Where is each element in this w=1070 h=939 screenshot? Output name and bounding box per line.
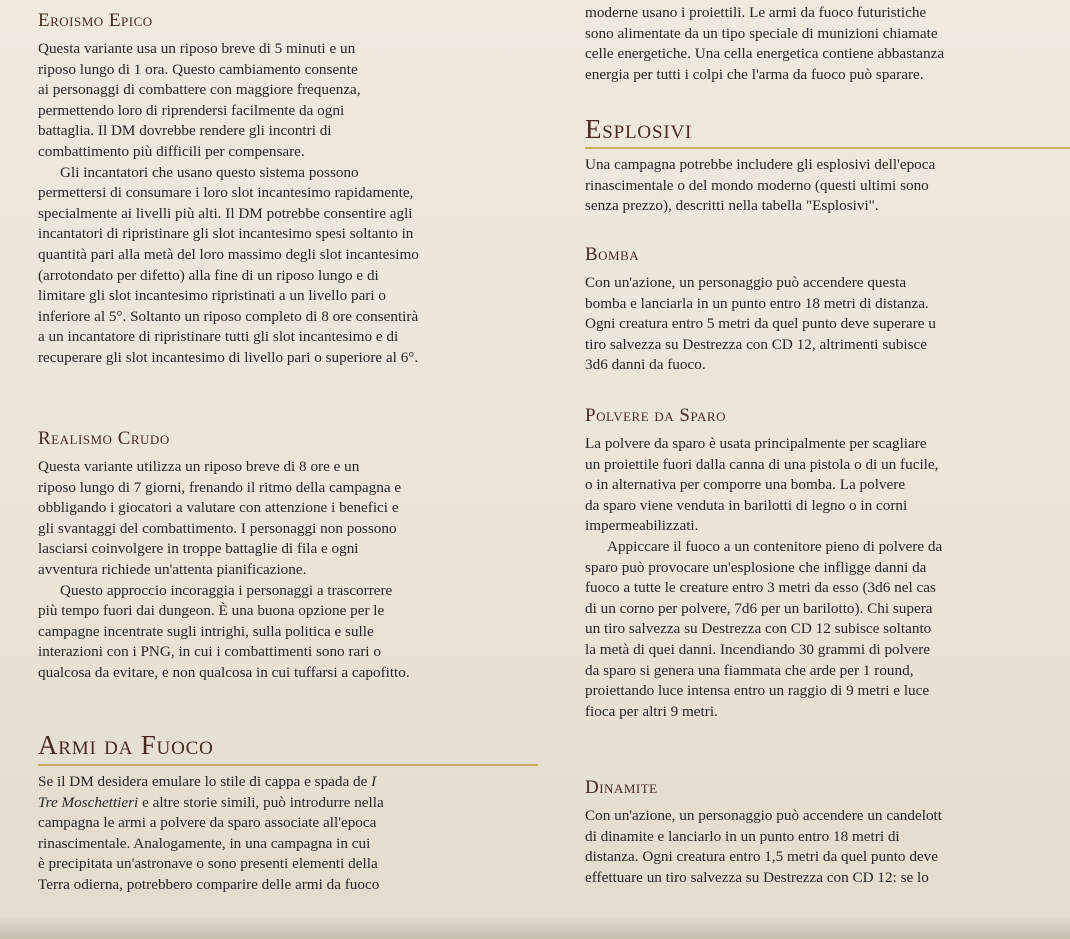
text-line: sono alimentate da un tipo speciale di munizioni chiamate [585,24,938,42]
text-line: Una campagna potrebbe includere gli esplosivi dell'epoca [585,156,936,173]
text-line: a un incantatore di ripristinare tutti gli slot incantesimo e di [38,328,399,346]
text-line: da sparo viene venduta in barilotti di legno o in corni [585,496,908,514]
text-line: riposo lungo di 1 ora. Questo cambiamento consente [38,60,358,78]
text-line: gli svantaggi del combattimento. I personaggi non possono [38,519,397,537]
heading-eroismo-epico: Eroismo Epico [38,10,153,31]
text-line: Questa variante utilizza un riposo breve di 8 ore e un [38,458,360,475]
text-line: Con un'azione, un personaggio può accendere questa [585,274,907,291]
text-line: è precipitata un'astronave o sono presenti elementi della [38,855,378,873]
text-line: energia per tutti i colpi che l'arma da fuoco può sparare. [585,65,924,83]
text-line: di dinamite e lanciarlo in un punto entro 18 metri di [585,827,900,845]
page-bottom-shadow [0,917,1070,939]
text-line: tiro salvezza su Destrezza con CD 12, altrimenti subisce [585,335,928,353]
heading-armi-da-fuoco: Armi da Fuoco [38,730,214,760]
paragraph-realismo-crudo [38,457,410,684]
text-fragment: Se il DM desidera emulare lo stile di cappa e spada de [38,773,372,790]
paragraph-bomba [585,273,936,376]
text-line: bomba e lanciarla in un punto entro 18 metri di distanza. [585,294,929,312]
heading-dinamite: Dinamite [585,777,658,798]
heading-polvere-da-sparo: Polvere da Sparo [585,405,726,426]
heading-underline [38,764,538,766]
text-line: quantità pari alla metà del loro massimo degli slot incantesimo [38,245,419,263]
text-line [38,772,384,793]
text-line: rinascimentale o del mondo moderno (questi ultimi sono [585,176,929,194]
text-line: combattimento più difficili per compensare. [38,142,305,160]
text-line: incantatori di ripristinare gli slot incantesimo spesi soltanto in [38,225,414,243]
text-line: permettendo loro di riprendersi facilmente da ogni [38,101,345,119]
text-line: un proiettile fuori dalla canna di una pistola o di un fucile, [585,455,939,473]
text-line: un tiro salvezza su Destrezza con CD 12 subisce soltanto [585,620,932,638]
text-line: Appiccare il fuoco a un contenitore pieno di polvere da [607,537,943,555]
text-line: Questa variante usa un riposo breve di 5 minuti e un [38,40,356,57]
text-line: Ogni creatura entro 5 metri da quel punto deve superare u [585,315,936,333]
text-line: più tempo fuori dai dungeon. È una buona opzione per le [38,602,385,620]
text-line [38,793,384,814]
italic-title-fragment: I [371,773,377,790]
text-line: battaglia. Il DM dovrebbe rendere gli incontri di [38,122,332,140]
text-line: recuperare gli slot incantesimo di livello pari o superiore al 6°. [38,348,419,366]
text-line: limitare gli slot incantesimo ripristinati a un livello pari o [38,287,386,305]
text-line: da sparo si genera una fiammata che arde per 1 round, [585,661,914,679]
heading-underline [585,147,1070,149]
text-line: lasciarsi coinvolgere in troppe battaglie di fila e ogni [38,540,359,558]
paragraph-armi-da-fuoco [38,772,384,896]
text-line: obbligando i giocatori a valutare con attenzione i benefici e [38,499,399,517]
text-line: fioca per altri 9 metri. [585,702,718,720]
heading-bomba: Bomba [585,244,640,265]
text-line: di un corno per polvere, 7d6 per un barilotto). Chi supera [585,599,933,617]
text-line: Questo approccio incoraggia i personaggi a trascorrere [60,581,393,599]
paragraph-polvere-da-sparo [585,434,942,722]
text-line: Terra odierna, potrebbero comparire delle armi da fuoco [38,875,380,893]
text-fragment: e altre storie simili, può introdurre nella [138,793,384,811]
text-line: campagna le armi a polvere da sparo associate all'epoca [38,814,377,832]
text-line: distanza. Ogni creatura entro 1,5 metri da quel punto deve [585,848,938,866]
text-line: fuoco a tutte le creature entro 3 metri da esso (3d6 nel cas [585,579,936,597]
text-line: permettersi di consumare i loro slot incantesimo rapidamente, [38,184,414,202]
text-line: moderne usano i proiettili. Le armi da fuoco futuristiche [585,4,927,21]
heading-realismo-crudo: Realismo Crudo [38,428,170,449]
paragraph-intro-continued [585,3,944,85]
text-line: impermeabilizzati. [585,517,699,535]
text-line: (arrotondato per difetto) alla fine di un riposo lungo e di [38,266,379,284]
italic-title-fragment: Tre Moschettieri [38,793,139,811]
text-line: qualcosa da evitare, e non qualcosa in cui tuffarsi a capofitto. [38,663,410,681]
text-line: specialmente ai livelli più alti. Il DM potrebbe consentire agli [38,204,413,222]
paragraph-eroismo-epico [38,39,419,369]
text-line: Con un'azione, un personaggio può accendere un candelott [585,807,942,824]
text-line: rinascimentale. Analogamente, in una campagna in cui [38,834,371,852]
text-line: riposo lungo di 7 giorni, frenando il ritmo della campagna e [38,478,402,496]
text-line: Gli incantatori che usano questo sistema possono [60,163,359,181]
text-line: avventura richiede un'attenta pianificazione. [38,560,307,578]
text-line: La polvere da sparo è usata principalmente per scagliare [585,435,927,452]
text-line: sparo può provocare un'esplosione che infligge danni da [585,558,927,576]
text-line: la metà di quei danni. Incendiando 30 grammi di polvere [585,640,930,658]
paragraph-dinamite [585,806,942,888]
text-line: inferiore al 5°. Soltanto un riposo completo di 8 ore consentirà [38,307,419,325]
text-line: ai personaggi di combattere con maggiore frequenza, [38,81,361,99]
text-line: effettuare un tiro salvezza su Destrezza con CD 12: se lo [585,868,929,886]
text-line: o in alternativa per comporre una bomba. La polvere [585,476,906,494]
text-line: proiettando luce intensa entro un raggio di 9 metri e luce [585,682,930,700]
text-line: interazioni con i PNG, in cui i combattimenti sono rari o [38,643,381,661]
text-line: campagne incentrate sugli intrighi, sulla politica e sulle [38,622,374,640]
text-line: celle energetiche. Una cella energetica contiene abbastanza [585,45,945,63]
text-line: 3d6 danni da fuoco. [585,356,706,374]
text-line: senza prezzo), descritti nella tabella "Esplosivi". [585,197,879,215]
heading-esplosivi: Esplosivi [585,114,693,144]
paragraph-esplosivi [585,155,935,217]
